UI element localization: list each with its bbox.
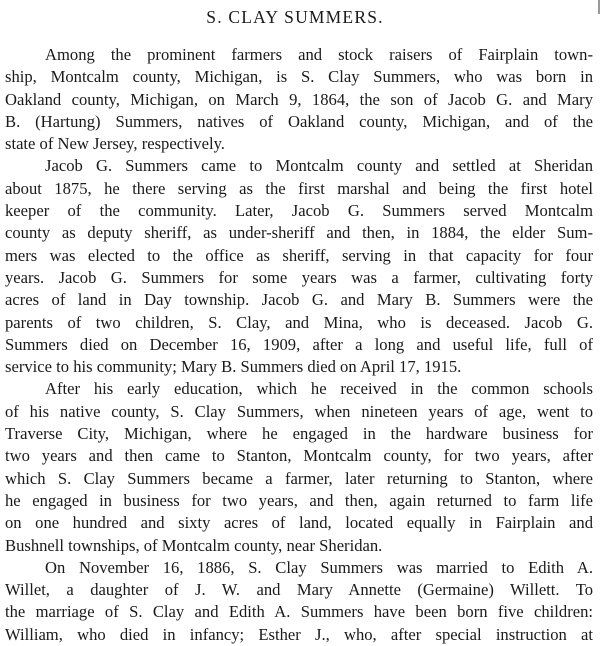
text-line: of his native county, S. Clay Summers, when nineteen years of age, went to	[5, 401, 593, 421]
text-line: the marriage of S. Clay and Edith A. Summers have been born five children:	[5, 602, 593, 622]
text-line: mers was elected to the office as sheriff, serving in that capacity for four	[5, 245, 593, 265]
text-line: On November 16, 1886, S. Clay Summers was married to Edith A.	[45, 557, 593, 577]
text-line: After his early education, which he received in the common schools	[45, 379, 593, 399]
biography-text	[5, 44, 593, 646]
text-line: on one hundred and sixty acres of land, located equally in Fairplain and	[5, 513, 593, 533]
text-line: Among the prominent farmers and stock raisers of Fairplain town-	[45, 45, 593, 64]
page-title: S. CLAY SUMMERS.	[206, 7, 384, 27]
text-line: B. (Hartung) Summers, natives of Oakland county, Michigan, and of the	[5, 111, 593, 131]
text-line: which S. Clay Summers became a farmer, later returning to Stanton, where	[5, 468, 593, 488]
text-line: Traverse City, Michigan, where he engaged in the hardware business for	[5, 424, 593, 444]
text-line: he engaged in business for two years, and then, again returned to farm life	[5, 490, 593, 510]
text-line: keeper of the community. Later, Jacob G. Summers served Montcalm	[5, 201, 593, 221]
paragraph-3	[5, 378, 593, 556]
text-line: acres of land in Day township. Jacob G. and Mary B. Summers were the	[5, 290, 593, 310]
text-line: years. Jacob G. Summers for some years was a farmer, cultivating forty	[5, 267, 593, 287]
text-line: Summers died on December 16, 1909, after a long and useful life, full of	[5, 334, 593, 354]
text-line: county as deputy sheriff, as under-sheriff and then, in 1884, the elder Sum-	[5, 223, 593, 243]
text-line: Oakland county, Michigan, on March 9, 1864, the son of Jacob G. and Mary	[5, 89, 593, 109]
text-line: parents of two children, S. Clay, and Mina, who is deceased. Jacob G.	[5, 312, 593, 332]
text-line: Jacob G. Summers came to Montcalm county and settled at Sheridan	[45, 156, 593, 176]
text-line: Bushnell townships, of Montcalm county, near Sheridan.	[5, 535, 383, 555]
paragraph-2	[5, 155, 593, 378]
paragraph-4	[5, 557, 593, 646]
text-line: William, who died in infancy; Esther J., who, after special instruction at	[5, 624, 593, 644]
text-line: Willet, a daughter of J. W. and Mary Annette (Germaine) Willett. To	[5, 580, 593, 600]
text-line: state of New Jersey, respectively.	[5, 134, 225, 154]
text-line: service to his community; Mary B. Summers died on April 17, 1915.	[5, 357, 462, 377]
text-line: about 1875, he there serving as the first marshal and being the first hotel	[5, 178, 593, 198]
text-line: ship, Montcalm county, Michigan, is S. Clay Summers, who was born in	[5, 67, 593, 87]
text-line: two years and then came to Stanton, Montcalm county, for two years, after	[5, 446, 593, 466]
paragraph-1	[5, 44, 593, 155]
